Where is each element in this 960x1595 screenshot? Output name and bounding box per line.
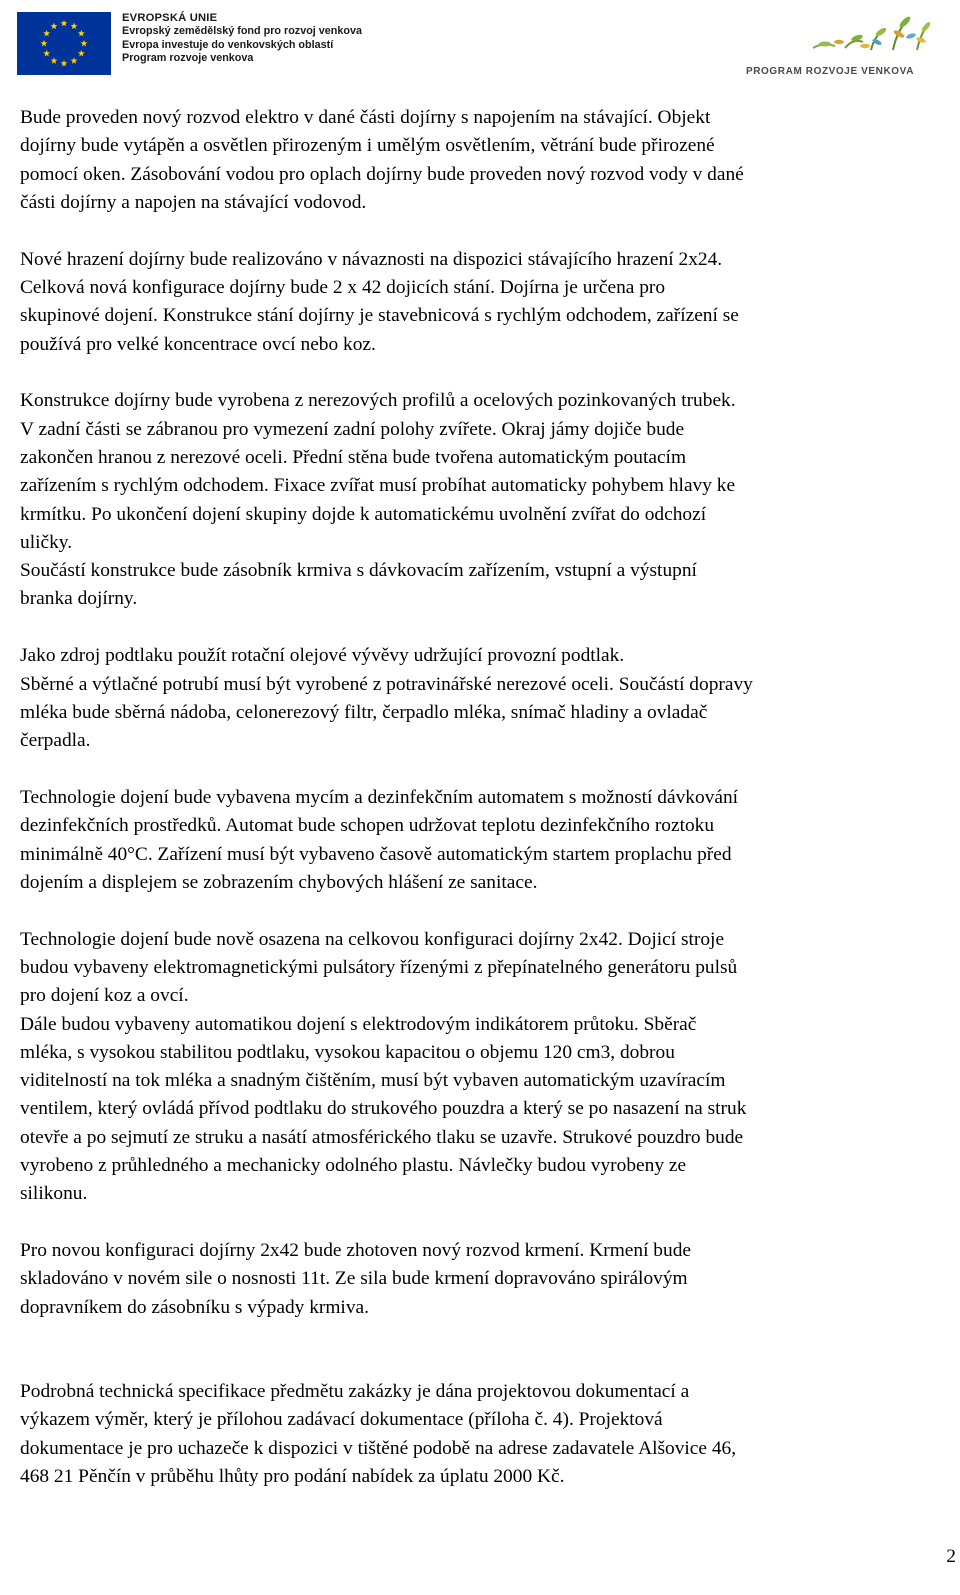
text-line: skupinové dojení. Konstrukce stání dojírny je stavebnicová s rychlým odchodem, zařízení se (20, 305, 739, 327)
prv-leaves-icon (805, 8, 935, 58)
text-line: Nové hrazení dojírny bude realizováno v návaznosti na dispozici stávajícího hrazení 2x24. (20, 248, 723, 270)
paragraph-milking-technology (20, 926, 942, 1209)
text-line: Součástí konstrukce bude zásobník krmiva s dávkovacím zařízením, vstupní a výstupní (20, 560, 697, 582)
text-line: dojírny bude vytápěn a osvětlen přirozeným i umělým osvětlením, větrání bude přirozené (20, 135, 715, 157)
prv-logo-text: PROGRAM ROZVOJE VENKOVA (745, 66, 915, 77)
paragraph-electricity (20, 104, 942, 217)
text-line: pro dojení koz a ovcí. (20, 985, 189, 1007)
text-line: 468 21 Pěnčín v průběhu lhůty pro podání nabídek za úplatu 2000 Kč. (20, 1465, 565, 1487)
text-line: krmítku. Po ukončení dojení skupiny dojde k automatickému uvolnění zvířat do odchozí (20, 503, 707, 525)
text-line: dojením a displejem se zobrazením chybových hlášení ze sanitace. (20, 871, 538, 893)
text-line: Konstrukce dojírny bude vyrobena z nerezových profilů a ocelových pozinkovaných trubek. (20, 390, 736, 412)
text-line: minimálně 40°C. Zařízení musí být vybaveno časově automatickým startem proplachu před (20, 843, 732, 865)
text-line: V zadní části se zábranou pro vymezení zadní polohy zvířete. Okraj jámy dojiče bude (20, 418, 685, 440)
text-line: Sběrné a výtlačné potrubí musí být vyrobené z potravinářské nerezové oceli. Součástí dopravy (20, 673, 753, 695)
text-line: Technologie dojení bude vybavena mycím a dezinfekčním automatem s možností dávkování (20, 786, 739, 808)
document-body (20, 104, 942, 1491)
text-line: Pro novou konfiguraci dojírny 2x42 bude zhotoven nový rozvod krmení. Krmení bude (20, 1240, 692, 1262)
page-header (0, 0, 960, 90)
text-line: Podrobná technická specifikace předmětu zakázky je dána projektovou dokumentací a (20, 1380, 690, 1402)
text-line: čerpadla. (20, 730, 91, 752)
text-line: Dále budou vybaveny automatikou dojení s elektrodovým indikátorem průtoku. Sběrač (20, 1013, 697, 1035)
text-line: otevře a po sejmutí ze struku a nasátí atmosférického tlaku se uzavře. Strukové pouzdro bude (20, 1126, 744, 1148)
eu-title: EVROPSKÁ UNIE (122, 12, 218, 24)
page-number: 2 (946, 1546, 956, 1567)
text-line: zařízením s rychlým odchodem. Fixace zvířat musí probíhat automaticky pohybem hlavy ke (20, 475, 736, 497)
text-line: silikonu. (20, 1183, 88, 1205)
text-line: dopravníkem do zásobníku s výpady krmiva. (20, 1296, 369, 1318)
text-line: Bude proveden nový rozvod elektro v dané části dojírny s napojením na stávající. Objekt (20, 107, 711, 128)
text-line: Celková nová konfigurace dojírny bude 2 x 42 dojicích stání. Dojírna je určena pro (20, 276, 666, 298)
text-line: vyrobeno z průhledného a mechanicky odolného plastu. Návlečky budou vyrobeny ze (20, 1155, 687, 1176)
eu-flag-icon (17, 12, 111, 75)
paragraph-construction (20, 387, 942, 613)
paragraph-feeding (20, 1237, 942, 1322)
text-line: části dojírny a napojen na stávající vodovod. (20, 191, 367, 213)
eu-program-text (122, 12, 362, 66)
text-line: ventilem, který ovládá přívod podtlaku do strukového pouzdra a který se po nasazení na struk (20, 1098, 747, 1120)
paragraph-specification (20, 1378, 942, 1491)
text-line: uličky. (20, 531, 73, 553)
text-line: Jako zdroj podtlaku použít rotační olejové vývěvy udržující provozní podtlak. (20, 645, 625, 667)
text-line: výkazem výměr, který je přílohou zadávací dokumentace (příloha č. 4). Projektová (20, 1409, 663, 1431)
text-line: dokumentace je pro uchazeče k dispozici v tištěné podobě na adrese zadavatele Alšovice 46, (20, 1437, 737, 1459)
text-line: viditelností na tok mléka a snadným čištěním, musí být vybaven automatickým uzavíracím (20, 1070, 726, 1092)
text-line: branka dojírny. (20, 588, 138, 610)
prv-logo (745, 8, 940, 80)
text-line: skladováno v novém sile o nosnosti 11t. Ze sila bude krmení dopravováno spirálovým (20, 1268, 688, 1290)
eu-slogan: Evropa investuje do venkovských oblastí (122, 38, 334, 51)
text-line: budou vybaveny elektromagnetickými pulsátory řízenými z přepínatelného generátoru pulsů (20, 956, 738, 978)
eu-program-name: Program rozvoje venkova (122, 52, 254, 65)
paragraph-fencing (20, 246, 942, 359)
text-line: zakončen hranou z nerezové oceli. Přední stěna bude tvořena automatickým poutacím (20, 446, 687, 468)
paragraph-vacuum (20, 642, 942, 755)
text-line: Technologie dojení bude nově osazena na celkovou konfiguraci dojírny 2x42. Dojicí stroje (20, 928, 725, 950)
text-line: dezinfekčních prostředků. Automat bude schopen udržovat teplotu dezinfekčního roztoku (20, 815, 715, 837)
text-line: používá pro velké koncentrace ovcí nebo koz. (20, 333, 376, 355)
paragraph-sanitation (20, 784, 942, 897)
eu-fund-name: Evropský zemědělský fond pro rozvoj venkova (122, 25, 363, 38)
text-line: pomocí oken. Zásobování vodou pro oplach dojírny bude proveden nový rozvod vody v dané (20, 163, 744, 185)
text-line: mléka, s vysokou stabilitou podtlaku, vysokou kapacitou o objemu 120 cm3, dobrou (20, 1041, 675, 1063)
text-line: mléka bude sběrná nádoba, celonerezový filtr, čerpadlo mléka, snímač hladiny a ovladač (20, 701, 708, 723)
